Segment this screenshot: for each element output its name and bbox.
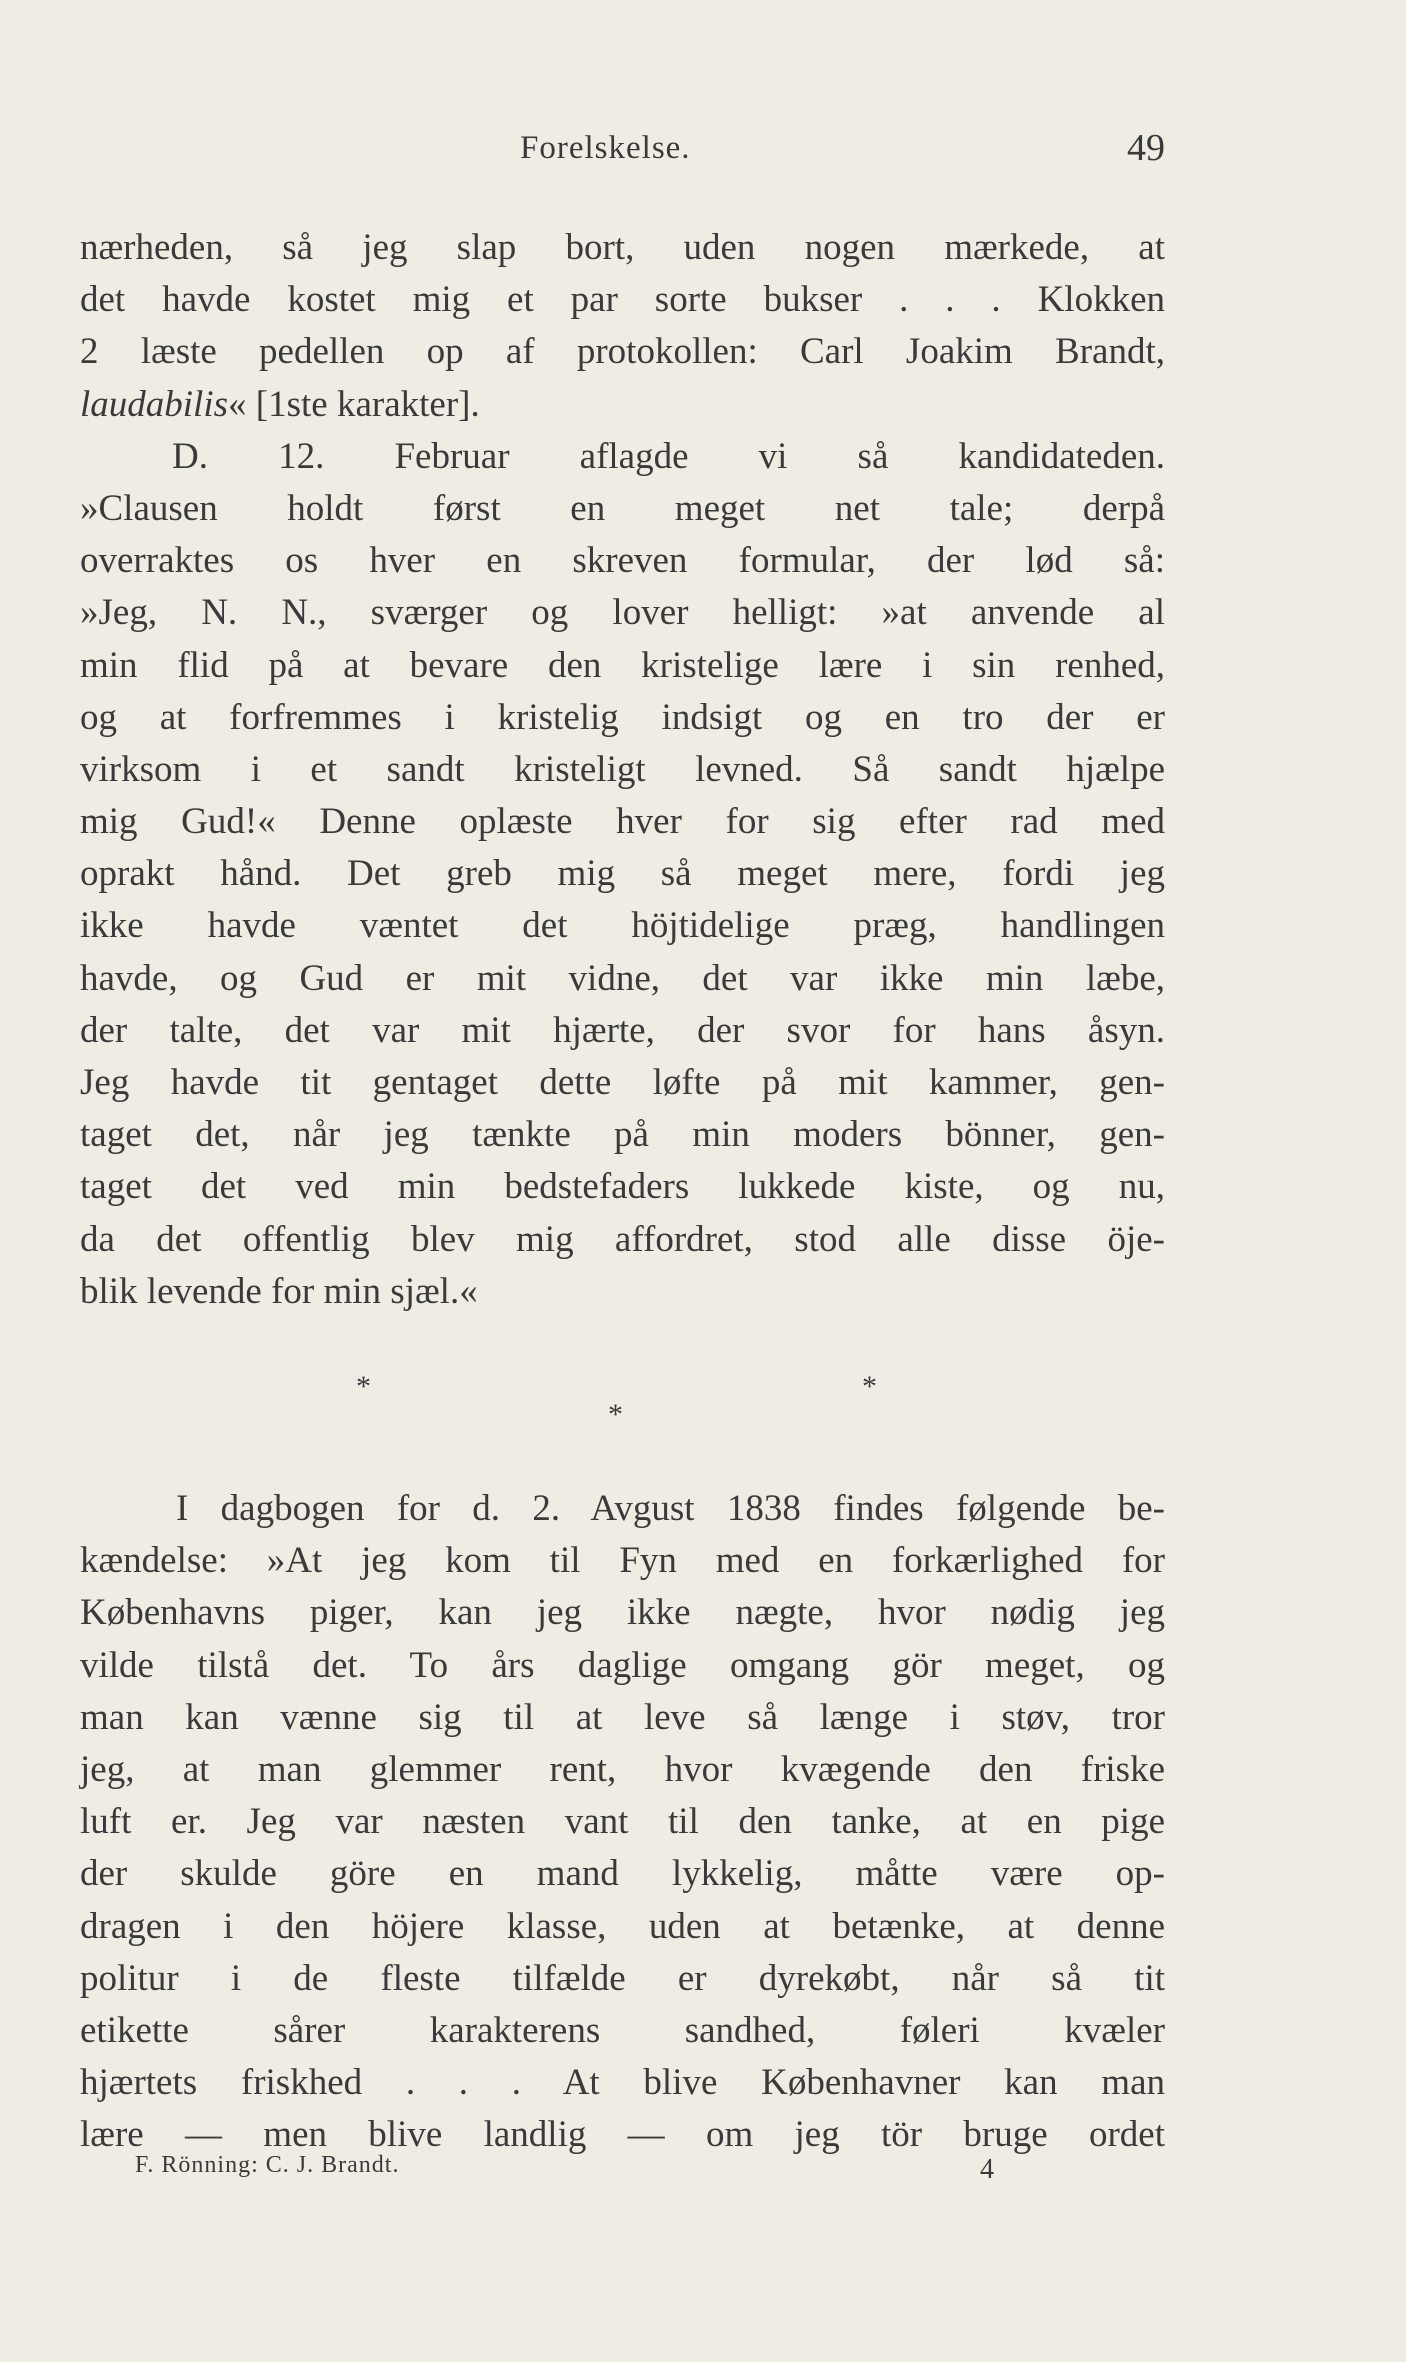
- page-number: 49: [1127, 127, 1165, 169]
- text-line: 2 læste pedellen op af protokollen: Carl Joakim Brandt,: [80, 331, 1165, 373]
- asterisk-right: *: [862, 1370, 877, 1403]
- text-line: der skulde göre en mand lykkelig, måtte være op-: [80, 1853, 1165, 1895]
- paragraph-oath: [80, 222, 1165, 1318]
- text-line: man kan vænne sig til at leve så længe i støv, tror: [80, 1696, 1165, 1738]
- text-line: havde, og Gud er mit vidne, det var ikke min læbe,: [80, 957, 1165, 999]
- page-footer: [135, 2152, 995, 2192]
- footer-author-line: F. Rönning: C. J. Brandt.: [135, 2152, 400, 2178]
- text-line: oprakt hånd. Det greb mig så meget mere, fordi jeg: [80, 853, 1165, 895]
- text-line: mig Gud!« Denne oplæste hver for sig efter rad med: [80, 801, 1165, 843]
- text-line: D. 12. Februar aflagde vi så kandidateden.: [172, 435, 1165, 477]
- asterisk-left: *: [356, 1370, 371, 1403]
- text-line: da det offentlig blev mig affordret, stod alle disse öje-: [80, 1218, 1165, 1260]
- text-line: lære — men blive landlig — om jeg tör bruge ordet: [80, 2114, 1165, 2156]
- running-title: Forelskelse.: [520, 130, 691, 166]
- paragraph-diary: [80, 1483, 1165, 2161]
- text-line: Københavns piger, kan jeg ikke nægte, hvor nødig jeg: [80, 1592, 1165, 1634]
- text-line: blik levende for min sjæl.«: [80, 1270, 478, 1312]
- text-line: der talte, det var mit hjærte, der svor for hans åsyn.: [80, 1009, 1165, 1051]
- text-line: det havde kostet mig et par sorte bukser . . . Klokken: [80, 279, 1165, 321]
- text-line: jeg, at man glemmer rent, hvor kvægende den friske: [80, 1748, 1165, 1790]
- text-line: laudabilis« [1ste karakter].: [80, 383, 480, 425]
- signature-mark: 4: [980, 2154, 995, 2185]
- text-line: virksom i et sandt kristeligt levned. Så sandt hjælpe: [80, 748, 1165, 790]
- text-line: »Jeg, N. N., sværger og lover helligt: »at anvende al: [80, 592, 1165, 634]
- text-line: luft er. Jeg var næsten vant til den tanke, at en pige: [80, 1801, 1165, 1843]
- text-line: dragen i den höjere klasse, uden at betænke, at denne: [80, 1905, 1165, 1947]
- text-line: overraktes os hver en skreven formular, der lød så:: [80, 540, 1165, 582]
- text-line: »Clausen holdt først en meget net tale; derpå: [80, 487, 1165, 529]
- text-line: politur i de fleste tilfælde er dyrekøbt, når så tit: [80, 1957, 1165, 1999]
- text-line: vilde tilstå det. To års daglige omgang gör meget, og: [80, 1644, 1165, 1686]
- text-line: I dagbogen for d. 2. Avgust 1838 findes følgende be-: [176, 1488, 1165, 1529]
- text-line: nærheden, så jeg slap bort, uden nogen mærkede, at: [80, 227, 1165, 268]
- text-line: hjærtets friskhed . . . At blive Københavner kan man: [80, 2062, 1165, 2104]
- text-line: Jeg havde tit gentaget dette løfte på mit kammer, gen-: [80, 1062, 1165, 1103]
- text-line: kændelse: »At jeg kom til Fyn med en forkærlighed for: [80, 1540, 1165, 1582]
- text-line: og at forfremmes i kristelig indsigt og en tro der er: [80, 696, 1165, 738]
- asterisk-center: *: [608, 1398, 623, 1431]
- text-line: min flid på at bevare den kristelige lære i sin renhed,: [80, 644, 1165, 686]
- text-line: ikke havde væntet det höjtidelige præg, handlingen: [80, 905, 1165, 947]
- text-line: taget det, når jeg tænkte på min moders bönner, gen-: [80, 1114, 1165, 1156]
- text-line: taget det ved min bedstefaders lukkede kiste, og nu,: [80, 1166, 1165, 1208]
- text-line: etikette sårer karakterens sandhed, føleri kvæler: [80, 2009, 1165, 2051]
- page-header: [80, 127, 1165, 180]
- asterism-divider: [0, 1370, 1406, 1450]
